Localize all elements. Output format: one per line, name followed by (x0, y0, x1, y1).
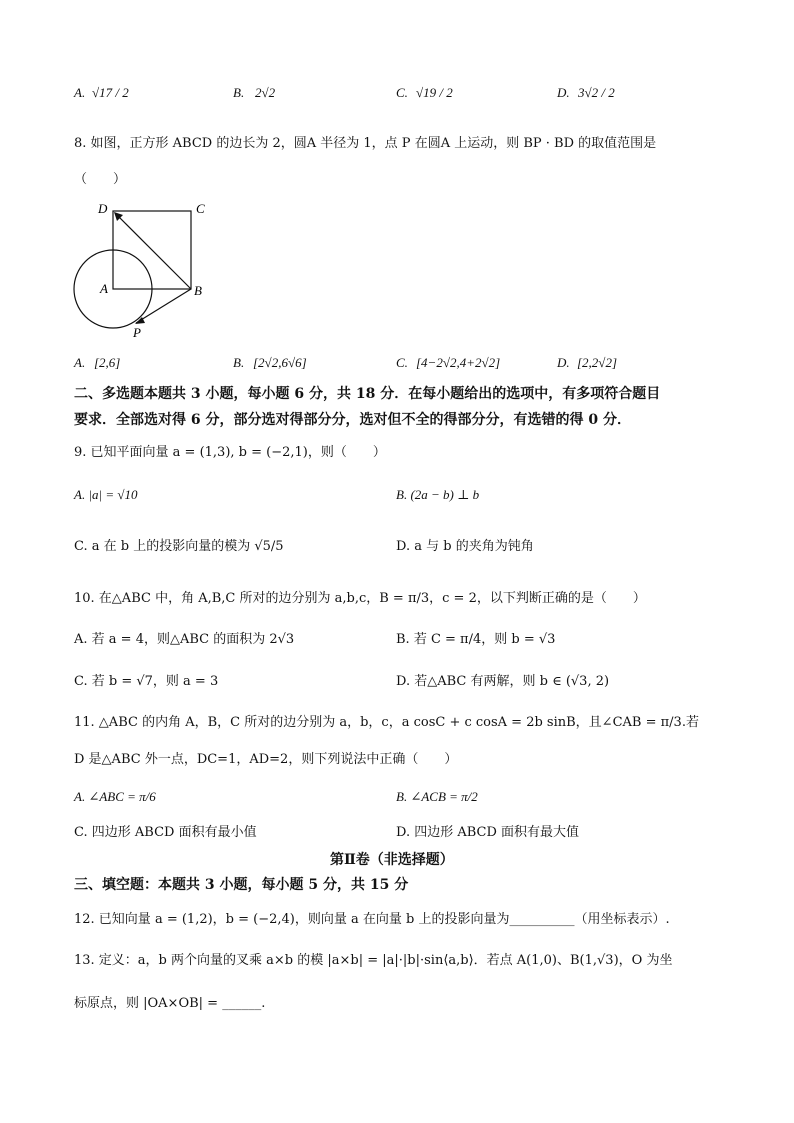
vector-bp (136, 289, 191, 323)
q8-figure (60, 195, 220, 345)
q8-option-a: A. (74, 355, 86, 370)
q12: 12. 已知向量 a = (1,2)，b = (−2,4)，则向量 a 在向量 b 上的投影向量为__________（用坐标表示）. (74, 912, 670, 927)
q7-option-b: B. (233, 85, 245, 100)
q11-option-a: A. ∠ABC = π/6 (74, 789, 156, 804)
q11-option-d: D. 四边形 ABCD 面积有最大值 (396, 825, 580, 840)
label-a: A (100, 281, 108, 296)
label-d: D (98, 201, 108, 216)
q8-option-b: B. (233, 355, 245, 370)
q8-option-d-value: [2,2√2] (577, 355, 618, 370)
q9-option-c: C. a 在 b 上的投影向量的模为 √5/5 (74, 539, 284, 554)
section3-heading: 三、填空题：本题共 3 小题，每小题 5 分，共 15 分 (74, 877, 409, 893)
q11-option-b: B. ∠ACB = π/2 (396, 789, 478, 804)
q9-option-d: D. a 与 b 的夹角为钝角 (396, 539, 534, 554)
q7-option-a-value: √17 / 2 (92, 85, 129, 100)
q13-line1: 13. 定义：a，b 两个向量的叉乘 a×b 的模 |a×b| = |a|·|b|·sin⟨a,b⟩．若点 A(1,0)、B(1,√3)，O 为坐 (74, 953, 673, 968)
section2-line1: 二、多选题本题共 3 小题，每小题 6 分，共 18 分．在每小题给出的选项中，有多项符合题目 (74, 386, 661, 402)
q8-option-c: C. (396, 355, 408, 370)
q11-line2: D 是△ABC 外一点，DC=1，AD=2，则下列说法中正确（ ） (74, 752, 458, 767)
q7-option-b-value: 2√2 (255, 85, 276, 100)
q8-option-d: D. (557, 355, 570, 370)
q8-option-a-value: [2,6] (94, 355, 121, 370)
q9-option-b: B. (2a − b) ⊥ b (396, 487, 480, 502)
q8-option-c-value: [4−2√2,4+2√2] (416, 355, 501, 370)
q10-option-d: D. 若△ABC 有两解，则 b ∈ (√3, 2) (396, 674, 610, 689)
q10-option-c: C. 若 b = √7，则 a = 3 (74, 674, 219, 689)
q8-stem: 8. 如图，正方形 ABCD 的边长为 2，圆A 半径为 1，点 P 在圆A 上运动，则 BP · BD 的取值范围是 (74, 136, 657, 151)
q10-option-a: A. 若 a = 4，则△ABC 的面积为 2√3 (74, 632, 295, 647)
q10-option-b: B. 若 C = π/4，则 b = √3 (396, 632, 556, 647)
label-c: C (196, 201, 205, 216)
q7-option-d-value: 3√2 / 2 (578, 85, 615, 100)
section2-line2: 要求．全部选对得 6 分，部分选对得部分分，选对但不全的得部分分，有选错的得 0 分． (74, 412, 631, 428)
q11-line1: 11. △ABC 的内角 A，B，C 所对的边分别为 a，b，c，a cosC + c cosA = 2b sinB，且∠CAB = π/3.若 (74, 715, 699, 730)
q7-option-d: D. (557, 85, 570, 100)
q11-option-c: C. 四边形 ABCD 面积有最小值 (74, 825, 257, 840)
q8-option-b-value: [2√2,6√6] (253, 355, 307, 370)
q13-line2: 标原点，则 |OA×OB| = ______. (74, 996, 266, 1011)
q7-option-a: A. (74, 85, 86, 100)
q7-option-c: C. (396, 85, 408, 100)
vector-bd (115, 213, 191, 289)
q7-option-c-value: √19 / 2 (416, 85, 453, 100)
q9-stem: 9. 已知平面向量 a = (1,3), b = (−2,1)，则（ ） (74, 445, 386, 460)
q9-option-a: A. |a| = √10 (74, 487, 138, 502)
label-b: B (194, 283, 202, 298)
q8-blank: （ ） (74, 172, 127, 187)
q10-stem: 10. 在△ABC 中，角 A,B,C 所对的边分别为 a,b,c，B = π/3，c = 2，以下判断正确的是（ ） (74, 591, 646, 606)
label-p: P (133, 325, 141, 340)
part2-title: 第Ⅱ卷（非选择题） (330, 852, 454, 868)
